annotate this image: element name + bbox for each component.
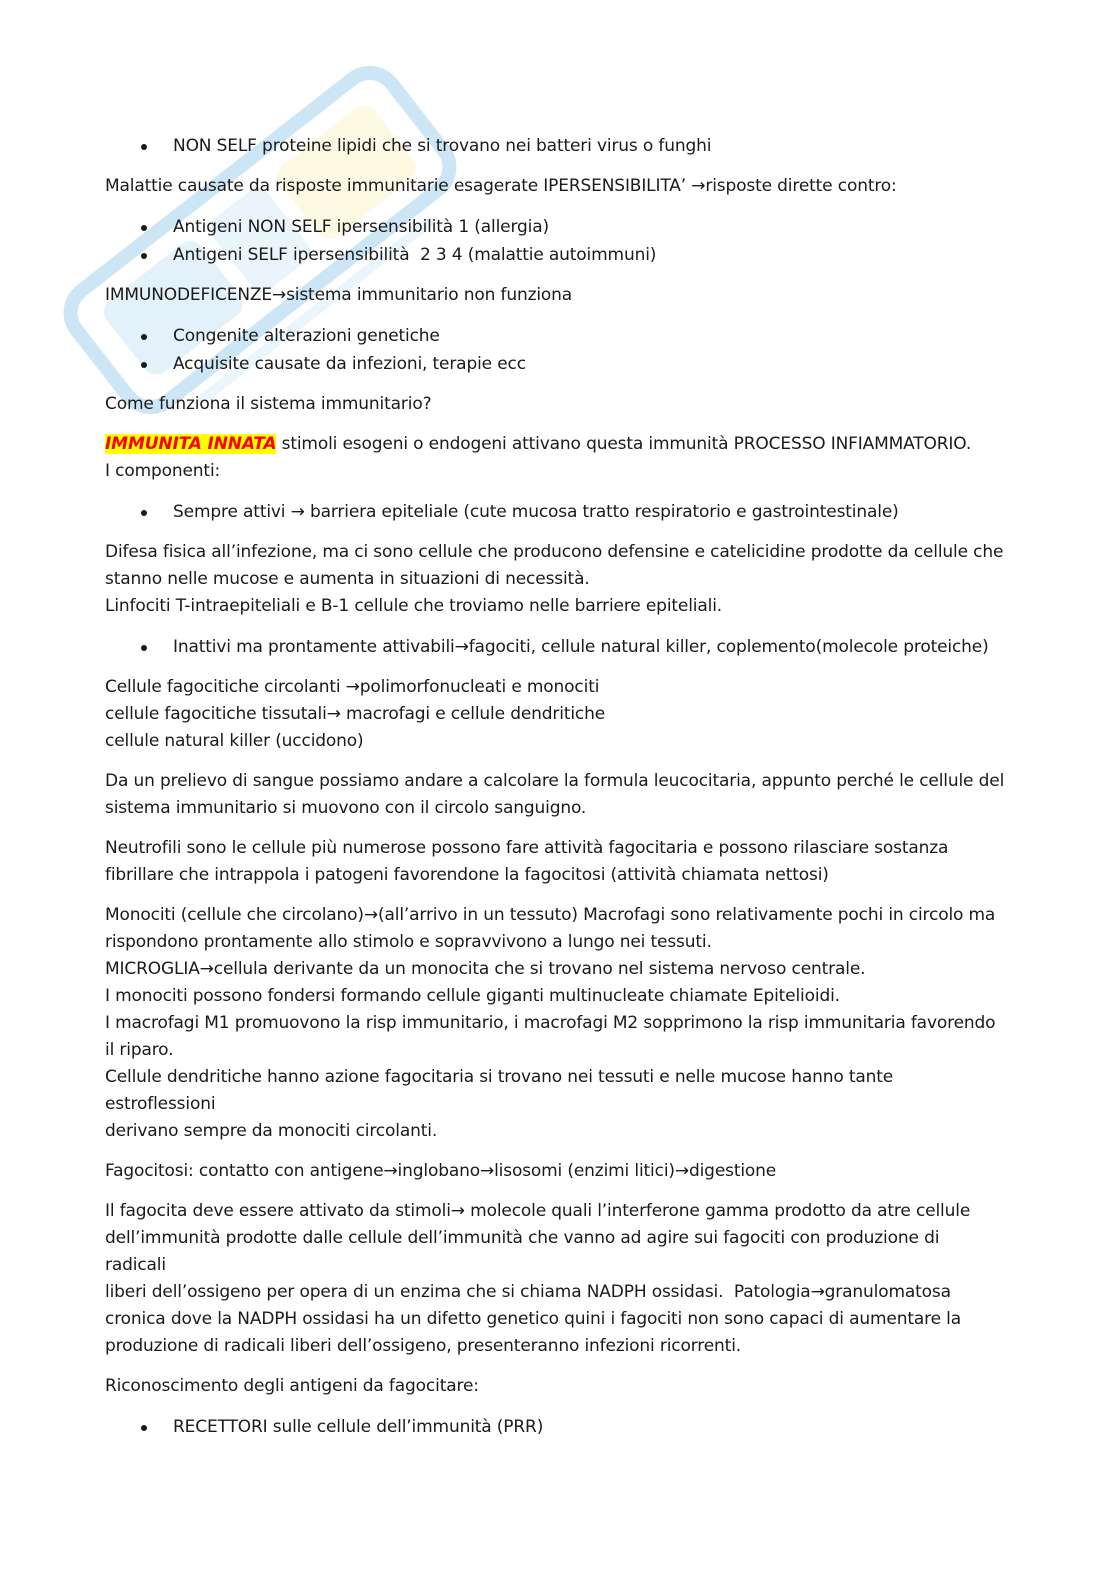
line-text: cronica dove la NADPH ossidasi ha un difetto genetico quini i fagociti non sono capaci di aumentare la — [105, 1309, 961, 1329]
line-text: Riconoscimento degli antigeni da fagocitare: — [105, 1376, 479, 1396]
bullet-item — [105, 1413, 1005, 1441]
bullet-list — [105, 322, 1005, 378]
line-text: sistema immunitario si muovono con il circolo sanguigno. — [105, 798, 587, 818]
text-line — [105, 1306, 1005, 1333]
line-text: Da un prelievo di sangue possiamo andare a calcolare la formula leucocitaria, appunto perché le cellule del — [105, 771, 1005, 791]
bullet-text: Sempre attivi → barriera epiteliale (cute mucosa tratto respiratorio e gastrointestinale) — [173, 502, 899, 522]
text-line — [105, 835, 1005, 862]
line-text: I componenti: — [105, 461, 221, 481]
bullet-text: Antigeni NON SELF ipersensibilità 1 (allergia) — [173, 217, 549, 237]
bullet-list — [105, 633, 1005, 661]
line-text: derivano sempre da monociti circolanti. — [105, 1121, 438, 1141]
bullet-text: Acquisite causate da infezioni, terapie ecc — [173, 354, 526, 374]
bullet-dot-icon — [141, 144, 147, 150]
document-body — [105, 132, 1005, 1454]
text-line — [105, 1373, 1005, 1400]
bullet-text: RECETTORI sulle cellule dell’immunità (PRR) — [173, 1417, 544, 1437]
line-text: MICROGLIA→cellula derivante da un monocita che si trovano nel sistema nervoso centrale. — [105, 959, 866, 979]
text-line — [105, 728, 1005, 755]
paragraph — [105, 282, 1005, 309]
bullet-item — [105, 350, 1005, 378]
highlighted-term: IMMUNITA INNATA — [105, 434, 277, 454]
paragraph — [105, 431, 1005, 485]
bullet-text: Antigeni SELF ipersensibilità 2 3 4 (malattie autoimmuni) — [173, 245, 657, 265]
bullet-text: Inattivi ma prontamente attivabili→fagociti, cellule natural killer, coplemento(molecole proteiche) — [173, 637, 989, 657]
text-line — [105, 983, 1005, 1010]
text-line — [105, 391, 1005, 418]
text-line — [105, 768, 1005, 795]
line-text: stanno nelle mucose e aumenta in situazioni di necessità. — [105, 569, 590, 589]
line-text: Neutrofili sono le cellule più numerose possono fare attività fagocitaria e possono rilasciare sostanza — [105, 838, 949, 858]
bullet-dot-icon — [141, 1425, 147, 1431]
line-text: Linfociti T-intraepiteliali e B-1 cellule che troviamo nelle barriere epiteliali. — [105, 596, 723, 616]
line-text: rispondono prontamente allo stimolo e sopravvivono a lungo nei tessuti. — [105, 932, 712, 952]
paragraph — [105, 674, 1005, 755]
text-line — [105, 862, 1005, 889]
text-line — [105, 566, 1005, 593]
line-text: Come funziona il sistema immunitario? — [105, 394, 432, 414]
paragraph — [105, 1198, 1005, 1360]
text-line — [105, 1279, 1005, 1306]
text-line — [105, 1225, 1005, 1279]
line-text: produzione di radicali liberi dell’ossigeno, presenteranno infezioni ricorrenti. — [105, 1336, 742, 1356]
line-text: liberi dell’ossigeno per opera di un enzima che si chiama NADPH ossidasi. Patologia→granulomatosa — [105, 1282, 951, 1302]
line-text: I monociti possono fondersi formando cellule giganti multinucleate chiamate Epitelioidi. — [105, 986, 840, 1006]
line-text: Malattie causate da risposte immunitarie esagerate IPERSENSIBILITA’ →risposte dirette contro: — [105, 176, 897, 196]
line-text: Fagocitosi: contatto con antigene→inglobano→lisosomi (enzimi litici)→digestione — [105, 1161, 777, 1181]
text-line — [105, 1064, 1005, 1118]
bullet-dot-icon — [141, 362, 147, 368]
line-text: cellule fagocitiche tissutali→ macrofagi e cellule dendritiche — [105, 704, 606, 724]
bullet-list — [105, 498, 1005, 526]
bullet-dot-icon — [141, 253, 147, 259]
bullet-list — [105, 132, 1005, 160]
bullet-dot-icon — [141, 645, 147, 651]
paragraph — [105, 835, 1005, 889]
bullet-list — [105, 213, 1005, 269]
text-line — [105, 674, 1005, 701]
bullet-dot-icon — [141, 510, 147, 516]
text-line — [105, 431, 1005, 458]
bullet-dot-icon — [141, 334, 147, 340]
paragraph — [105, 1373, 1005, 1400]
bullet-text: Congenite alterazioni genetiche — [173, 326, 440, 346]
bullet-item — [105, 132, 1005, 160]
line-text: I macrofagi M1 promuovono la risp immunitario, i macrofagi M2 sopprimono la risp immunitaria favorendo — [105, 1013, 996, 1033]
line-text: Monociti (cellule che circolano)→(all’arrivo in un tessuto) Macrofagi sono relativamente pochi in circolo ma — [105, 905, 996, 925]
text-line — [105, 1010, 1005, 1037]
text-line — [105, 539, 1005, 566]
line-text: fibrillare che intrappola i patogeni favorendone la fagocitosi (attività chiamata nettosi) — [105, 865, 829, 885]
text-line — [105, 1333, 1005, 1360]
paragraph — [105, 173, 1005, 200]
paragraph — [105, 1158, 1005, 1185]
line-text: Cellule dendritiche hanno azione fagocitaria si trovano nei tessuti e nelle mucose hanno tante estroflessioni — [105, 1067, 899, 1114]
text-line — [105, 956, 1005, 983]
paragraph — [105, 768, 1005, 822]
line-text: Il fagocita deve essere attivato da stimoli→ molecole quali l’interferone gamma prodotto da atre cellule — [105, 1201, 971, 1221]
text-line — [105, 929, 1005, 956]
bullet-item — [105, 241, 1005, 269]
line-text: dell’immunità prodotte dalle cellule dell’immunità che vanno ad agire sui fagociti con produzione di radicali — [105, 1228, 945, 1275]
line-text: IMMUNODEFICENZE→sistema immunitario non funziona — [105, 285, 573, 305]
line-text: cellule natural killer (uccidono) — [105, 731, 364, 751]
line-text: Difesa fisica all’infezione, ma ci sono cellule che producono defensine e catelicidine prodotte da cellule che — [105, 542, 1004, 562]
text-line — [105, 1118, 1005, 1145]
text-line — [105, 1037, 1005, 1064]
bullet-item — [105, 213, 1005, 241]
bullet-item — [105, 322, 1005, 350]
text-line — [105, 795, 1005, 822]
text-line — [105, 593, 1005, 620]
text-line — [105, 1198, 1005, 1225]
text-line — [105, 902, 1005, 929]
paragraph — [105, 902, 1005, 1145]
line-text: Cellule fagocitiche circolanti →polimorfonucleati e monociti — [105, 677, 600, 697]
text-line — [105, 701, 1005, 728]
text-line — [105, 282, 1005, 309]
line-text: stimoli esogeni o endogeni attivano questa immunità PROCESSO INFIAMMATORIO. — [276, 434, 972, 454]
bullet-dot-icon — [141, 225, 147, 231]
bullet-list — [105, 1413, 1005, 1441]
text-line — [105, 458, 1005, 485]
bullet-item — [105, 633, 1005, 661]
line-text: il riparo. — [105, 1040, 174, 1060]
paragraph — [105, 391, 1005, 418]
bullet-item — [105, 498, 1005, 526]
paragraph — [105, 539, 1005, 620]
text-line — [105, 1158, 1005, 1185]
text-line — [105, 173, 1005, 200]
bullet-text: NON SELF proteine lipidi che si trovano nei batteri virus o funghi — [173, 136, 712, 156]
